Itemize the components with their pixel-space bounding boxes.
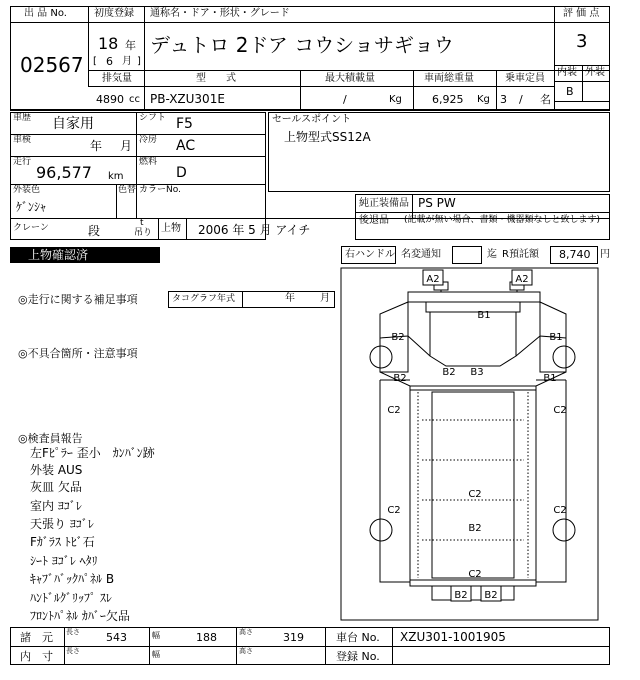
interior-label: 内装 xyxy=(557,67,577,78)
length-value: 543 xyxy=(106,631,127,644)
width-value: 188 xyxy=(196,631,217,644)
displacement-value: 4890 xyxy=(96,93,124,106)
interior-dims-label: 内 寸 xyxy=(20,650,53,663)
lot-number: 02567 xyxy=(20,53,84,77)
retro-note: (記載が無い場合、書類・機器類なしと致します) xyxy=(404,215,601,225)
damage-mark: C2 xyxy=(553,405,567,416)
max-load-value: / xyxy=(343,93,347,106)
report-line: 左Fﾋﾟﾗｰ 歪小 ｶﾝﾊﾞﾝ跡 xyxy=(30,446,155,460)
inspection-label: 車検 xyxy=(13,135,32,145)
ac-value: AC xyxy=(176,138,196,154)
mileage-unit: km xyxy=(108,171,124,182)
overall-score: 3 xyxy=(576,31,588,52)
first-reg-label: 初度登録 xyxy=(94,8,134,19)
damage-mark: B3 xyxy=(470,367,484,378)
damage-mark: B2 xyxy=(484,590,498,601)
first-reg-year: 18 xyxy=(98,34,119,53)
model-label: 型 式 xyxy=(196,73,236,84)
color-no-label: カラーNo. xyxy=(139,185,181,195)
history-label: 車歴 xyxy=(13,113,32,123)
tachograph-label: タコグラフ年式 xyxy=(172,294,236,304)
in-width-label: 幅 xyxy=(152,650,160,659)
defects-label: ◎不具合箇所・注意事項 xyxy=(18,347,138,360)
chassis-number: XZU301-1001905 xyxy=(400,630,506,644)
damage-mark: A2 xyxy=(515,274,529,285)
car-name: デュトロ 2ドア コウショサギョウ xyxy=(150,33,454,57)
chassis-label: 車台 No. xyxy=(336,631,380,644)
max-load-unit: Kg xyxy=(389,94,402,105)
until-separator: 迄 xyxy=(487,249,497,260)
lot-label: 出 品 No. xyxy=(24,8,67,19)
crane-ton-unit: t xyxy=(140,218,144,228)
bed-dotted-lines xyxy=(418,392,528,578)
mileage-label: 走行 xyxy=(13,157,32,167)
fuel-value: D xyxy=(176,165,187,181)
history-value: 自家用 xyxy=(52,116,94,132)
gross-weight-unit: Kg xyxy=(477,94,490,105)
height-value: 319 xyxy=(283,631,304,644)
damage-mark: C2 xyxy=(468,489,482,500)
driving-notes-label: ◎走行に関する補足事項 xyxy=(18,293,138,306)
fuel-label: 燃料 xyxy=(139,157,158,167)
reg-no-label: 登録 No. xyxy=(336,650,380,663)
gross-weight-value: 6,925 xyxy=(432,93,464,106)
model-name-label: 通称名・ドア・形状・グレード xyxy=(150,8,290,19)
inspector-report-label: ◎検査員報告 xyxy=(18,432,83,445)
first-reg-month: 6 xyxy=(106,55,113,68)
body-label: 上物 xyxy=(161,223,181,234)
report-line: ｷｬﾌﾞﾊﾞｯｸﾊﾟﾈﾙ B xyxy=(30,572,115,586)
year-unit: 年 xyxy=(125,39,136,52)
report-line: ﾌﾛﾝﾄﾊﾟﾈﾙ ｶﾊﾞｰ欠品 xyxy=(30,609,130,623)
report-line: ﾊﾝﾄﾞﾙｸﾞﾘｯﾌﾟ ｽﾚ xyxy=(30,591,112,605)
crane-label: クレーン xyxy=(13,223,49,233)
displacement-unit: cc xyxy=(129,94,140,105)
capacity-separator: / xyxy=(519,93,523,106)
shift-label: シフト xyxy=(139,113,167,123)
truck-outline xyxy=(380,292,566,600)
sales-point-text: 上物型式SS12A xyxy=(284,130,371,144)
month-bracket-close: ] xyxy=(137,56,141,67)
body-check-banner: 上物確認済 xyxy=(10,247,160,263)
height-label: 高さ xyxy=(239,628,253,636)
exterior-label: 外装 xyxy=(585,67,605,78)
interior-grade: B xyxy=(566,85,574,98)
damage-mark: C2 xyxy=(553,505,567,516)
ext-color-value: ｹﾞﾝｼｬ xyxy=(16,200,47,214)
damage-mark: B1 xyxy=(543,373,557,384)
damage-mark: A2 xyxy=(426,274,440,285)
damage-mark: C2 xyxy=(387,505,401,516)
damage-mark: B2 xyxy=(468,523,482,534)
name-change-label: 名変通知 xyxy=(401,249,441,260)
damage-mark: B2 xyxy=(454,590,468,601)
tachograph-year-unit: 年 xyxy=(285,293,295,304)
retro-label: 後退品 xyxy=(359,215,389,226)
ac-label: 冷房 xyxy=(139,135,158,145)
report-line: Fｶﾞﾗｽ ﾄﾋﾞ石 xyxy=(30,535,95,549)
report-line: 天張り ﾖｺﾞﾚ xyxy=(30,517,94,531)
month-bracket-open: [ xyxy=(93,56,97,67)
recycle-deposit-unit: 円 xyxy=(600,249,610,260)
displacement-label: 排気量 xyxy=(102,73,132,84)
equipment-label: 純正装備品 xyxy=(359,198,409,209)
equipment-value: PS PW xyxy=(418,196,456,210)
mileage-value: 96,577 xyxy=(36,163,92,182)
damage-mark: B2 xyxy=(393,373,407,384)
width-label: 幅 xyxy=(152,631,160,640)
month-unit: 月 xyxy=(122,56,132,67)
in-height-label: 高さ xyxy=(239,647,253,655)
damage-mark: B2 xyxy=(442,367,456,378)
damage-mark: B1 xyxy=(549,332,563,343)
color-change-label: 色替 xyxy=(118,185,137,195)
steering-side: 右ハンドル xyxy=(345,249,395,260)
report-line: 室内 ﾖｺﾞﾚ xyxy=(30,499,82,513)
score-label: 評 価 点 xyxy=(563,8,600,19)
recycle-deposit-label: R預託額 xyxy=(502,249,539,260)
ext-color-label: 外装色 xyxy=(13,185,41,195)
damage-mark: C2 xyxy=(468,569,482,580)
capacity-unit: 名 xyxy=(540,93,551,106)
damage-mark: B2 xyxy=(391,332,405,343)
length-label: 長さ xyxy=(66,628,80,636)
recycle-deposit-value: 8,740 xyxy=(559,248,591,261)
report-line: 灰皿 欠品 xyxy=(30,480,82,494)
capacity-value: 3 xyxy=(500,93,507,106)
crane-hoist-unit: 吊り xyxy=(134,228,153,238)
damage-mark: C2 xyxy=(387,405,401,416)
damage-mark: B1 xyxy=(477,310,491,321)
mirrors xyxy=(434,282,524,292)
report-line: ｼｰﾄ ﾖｺﾞﾚ ﾍﾀﾘ xyxy=(30,554,98,568)
capacity-label: 乗車定員 xyxy=(505,73,545,84)
gross-weight-label: 車両総重量 xyxy=(424,73,474,84)
dims-label: 諸 元 xyxy=(20,631,53,644)
inspection-year-unit: 年 xyxy=(90,139,103,153)
model-code: PB-XZU301E xyxy=(150,92,225,106)
report-line: 外装 AUS xyxy=(30,463,83,477)
max-load-label: 最大積載量 xyxy=(325,73,375,84)
body-info: 2006 年 5 月 アイチ xyxy=(198,223,311,237)
in-length-label: 長さ xyxy=(66,647,80,655)
sales-point-label: セールスポイント xyxy=(272,114,352,125)
inspection-month-unit: 月 xyxy=(120,139,133,153)
tachograph-month-unit: 月 xyxy=(320,293,330,304)
crane-stage-unit: 段 xyxy=(88,224,101,238)
shift-value: F5 xyxy=(176,116,193,132)
